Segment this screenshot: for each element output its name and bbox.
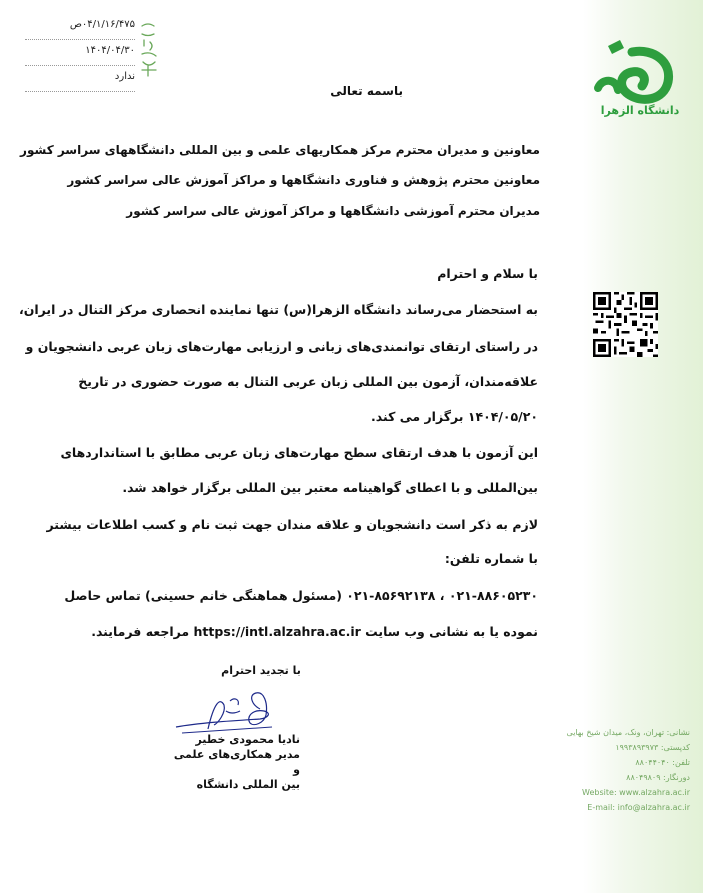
closing-line xyxy=(91,624,538,639)
contact-address: نشانی: تهران، ونک، میدان شیخ بهایی xyxy=(566,728,690,737)
contact-website: Website: www.alzahra.ac.ir xyxy=(582,788,690,797)
paragraph1-line2: در راستای ارتقای توانمندی‌های زبانی و ارزیابی مهارت‌های زبان عربی دانشجویان و xyxy=(25,339,538,354)
signer-block xyxy=(170,732,300,792)
signer-position-line1: مدیر همکاری‌های علمی و xyxy=(173,748,300,776)
closing-before-url: نموده یا به نشانی وب سایت xyxy=(365,624,538,639)
paragraph1-line4: ۱۴۰۴/۰۵/۲۰ برگزار می کند. xyxy=(371,409,538,424)
contact-fax: دورنگار: ۸۸۰۴۹۸۰۹ xyxy=(626,773,690,782)
addressee-line-1: معاونین و مدیران محترم مرکز همکاریهای علمی و بین المللی دانشگاههای سراسر کشور xyxy=(20,143,540,157)
greeting: با سلام و احترام xyxy=(437,266,538,281)
contact-email: E-mail: info@alzahra.ac.ir xyxy=(587,803,690,812)
meta-labels-stamp xyxy=(138,20,160,78)
paragraph3-line2: با شماره تلفن: xyxy=(444,551,538,566)
paragraph2-line1: این آزمون با هدف ارتقای سطح مهارت‌های زبان عربی مطابق با استانداردهای xyxy=(60,445,538,460)
qr-code xyxy=(593,292,658,357)
website-link[interactable]: https://intl.alzahra.ac.ir xyxy=(193,624,361,639)
addressee-line-2: معاونین محترم پژوهش و فناوری دانشگاهها و مراکز آموزش عالی سراسر کشور xyxy=(67,173,540,187)
university-logo xyxy=(580,38,680,118)
letter-meta-block xyxy=(25,14,135,92)
paragraph2-line2: بین‌المللی و با اعطای گواهینامه معتبر بین المللی برگزار خواهد شد. xyxy=(122,480,538,495)
signer-position-line2: بین المللی دانشگاه xyxy=(196,778,300,791)
letter-date: ۱۴۰۴/۰۴/۳۰ xyxy=(25,40,135,66)
contact-phone: تلفن: ۸۸۰۴۴۰۴۰ xyxy=(635,758,690,767)
letter-heading: باسمه تعالی xyxy=(330,84,403,98)
paragraph1-line3: علاقه‌مندان، آزمون بین المللی زبان عربی التنال به صورت حضوری در تاریخ xyxy=(78,374,538,389)
letter-attachment: ندارد xyxy=(25,66,135,92)
letter-number: ۰۴/۱/۱۶/۴۷۵ص xyxy=(25,14,135,40)
logo-caption: دانشگاه الزهرا xyxy=(600,104,680,117)
signer-name: نادیا محمودی خطیر xyxy=(195,733,300,746)
paragraph3-line3: ۰۲۱-۸۸۶۰۵۲۳۰ ، ۰۲۱-۸۵۶۹۲۱۳۸ (مسئول هماهنگی خانم حسینی) تماس حاصل xyxy=(64,588,538,603)
contact-footer xyxy=(566,725,690,815)
paragraph1-line1: به استحضار می‌رساند دانشگاه الزهرا(س) تنها نماینده انحصاری مرکز التنال در ایران، xyxy=(18,302,538,317)
signature-regards: با تجدید احترام xyxy=(221,664,301,677)
addressee-line-3: مدیران محترم آموزشی دانشگاهها و مراکز آموزش عالی سراسر کشور xyxy=(126,204,540,218)
paragraph3-line1: لازم به ذکر است دانشجویان و علاقه مندان جهت ثبت نام و کسب اطلاعات بیشتر xyxy=(46,517,538,532)
contact-postal-code: کدپستی: ۱۹۹۳۸۹۳۹۷۳ xyxy=(615,743,690,752)
closing-after-url: مراجعه فرمایند. xyxy=(91,624,190,639)
